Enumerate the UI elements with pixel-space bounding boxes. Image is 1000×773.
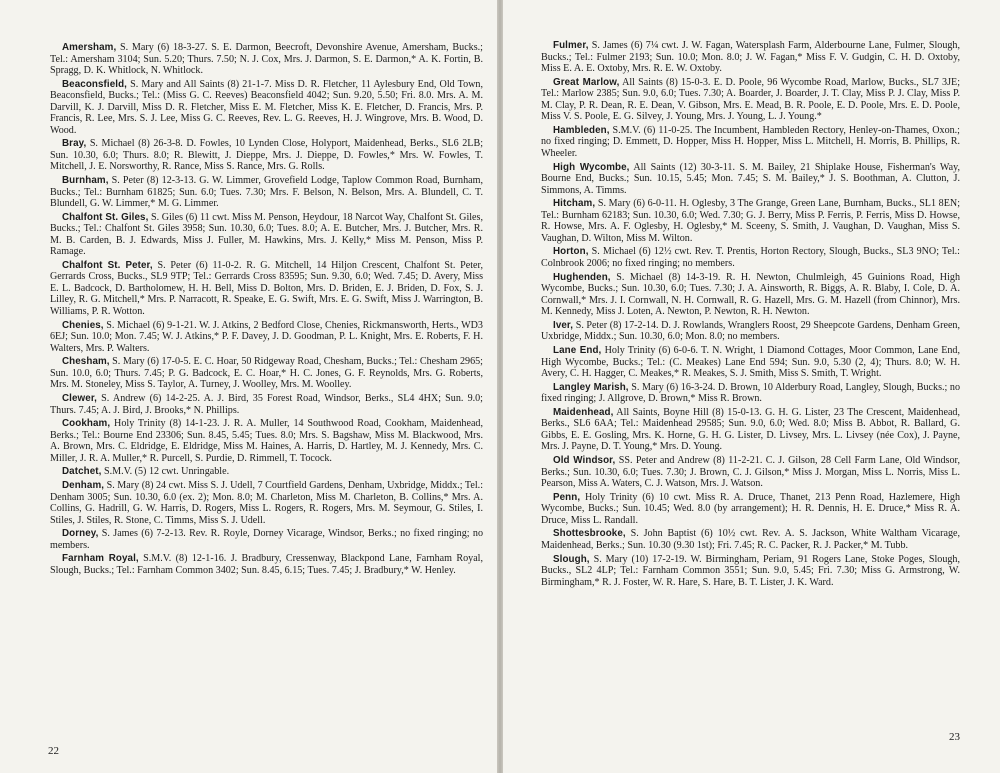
tower-name: Slough, [553, 553, 590, 565]
tower-entry [50, 466, 483, 478]
tower-entry [541, 77, 960, 123]
entries-list-left [50, 42, 483, 576]
tower-name: Chesham, [62, 356, 110, 368]
tower-details: S. James (6) 7-2-13. Rev. R. Royle, Dorney Vicarage, Windsor, Berks.; no fixed ringing; no members. [50, 528, 483, 551]
tower-name: Bray, [62, 138, 87, 150]
tower-name: Hughenden, [553, 271, 611, 283]
tower-entry [50, 138, 483, 173]
tower-name: Hitcham, [553, 198, 596, 210]
tower-details: S. Mary (10) 17-2-19. W. Birmingham, Periam, 91 Rogers Lane, Stoke Poges, Slough, Bucks., SL2 4LP; Tel.: Farnham Common 3551; Sun. 9.0, 5.45; Fri. 7.30; Miss G. Armstrong, W. Birmingham,* R. J. Foster, W. R. Hare, S. Hare, B. T. Lister, J. K. Ward. [541, 553, 960, 588]
tower-entry [50, 175, 483, 210]
tower-name: Langley Marish, [553, 381, 629, 393]
tower-details: S. Mary (8) 24 cwt. Miss S. J. Udell, 7 Courtfield Gardens, Denham, Uxbridge, Middx.; Tel.: Denham 3005; Sun. 10.30, 6.0 (ex. 2); Mon. 8.0; M. Charleton, Miss M. Charleton, B. Collins,* Mrs. A. Collins, G. Hadrill, G. W. Harris, D. Rogers, Miss L. Rogers, R. Rogers, Mrs. M. Seymour, G. Stiles, I. Stiles, J. Stiles, R. Stone, C. Timms, Miss S. J. Udell. [50, 480, 483, 526]
tower-entry [541, 246, 960, 269]
tower-entry [541, 492, 960, 527]
tower-name: Horton, [553, 246, 589, 258]
tower-details: All Saints (8) 15-0-3. E. D. Poole, 96 Wycombe Road, Marlow, Bucks., SL7 3JE; Tel.: Marlow 2385; Sun. 9.0, 6.0; Tues. 7.30; A. Boarder, J. Boarder, J. T. Clay, Miss P. J. Clay, Miss P. M. Clay, P. R. Dean, R. E. Dean, V. Gibson, Mrs. E. Mead, B. R. Poole, E. D. Poole, Mrs. E. D. Poole, Miss V. S. Poole, E. G. Silvey, J. Young, Mrs. J. Young, L. J. Young.* [541, 76, 960, 123]
tower-entry [541, 125, 960, 160]
tower-entry [50, 393, 483, 416]
tower-entry [50, 356, 483, 391]
right-page [503, 0, 1000, 773]
tower-entry [50, 480, 483, 526]
tower-name: Denham, [62, 480, 105, 492]
tower-entry [541, 554, 960, 589]
tower-entry [541, 272, 960, 318]
tower-details: S. Mary (6) 17-0-5. E. C. Hoar, 50 Ridgeway Road, Chesham, Bucks.; Tel.: Chesham 2965; Sun. 10.0, 6.0; Thurs. 7.45; P. G. Badcock, E. C. Hoar,* H. C. Jones, G. F. Reynolds, Mrs. G. Roberts, Mrs. M. Stoneley, Miss S. Taylor, A. Turney, J. Woolley, Mrs. M. Woolley. [50, 356, 483, 391]
tower-details: S. Giles (6) 11 cwt. Miss M. Penson, Heydour, 18 Narcot Way, Chalfont St. Giles, Bucks.; Tel.: Chalfont St. Giles 3958; Sun. 10.30, 6.0; Tues. 8.0; A. E. Butcher, Mrs. J. Butcher, Mrs. R. M. B. Carden, B. J. Edwards, Miss J. Fuller, M. Hawkins, Mrs. J. Kelly,* Miss M. Penson, Miss P. Ramage. [50, 211, 483, 258]
tower-details: S. Michael (6) 9-1-21. W. J. Atkins, 2 Bedford Close, Chenies, Rickmansworth, Herts., WD3 6EJ; Sun. 10.0; Mon. 7.45; W. J. Atkins,* P. F. Davey, J. D. Goodman, P. L. Knight, Mrs. E. Roberts, F. H. Walters, Mrs. P. Walters. [50, 319, 483, 354]
tower-details: S. Michael (8) 26-3-8. D. Fowles, 10 Lynden Close, Holyport, Maidenhead, Berks., SL6 2LB; Sun. 10.30, 6.0; Thurs. 8.0; R. Blewitt, J. Dieppe, Mrs. J. Dieppe, D. Fowles,* Mrs. W. Fowles, T. Mitchell, J. E. Norsworthy, R. Rance, Miss S. Rance, Mrs. G. Rolls. [50, 138, 483, 173]
page-number-left: 22 [48, 745, 59, 757]
tower-name: Maidenhead, [553, 406, 614, 418]
tower-name: Fulmer, [553, 40, 589, 51]
tower-name: Old Windsor, [553, 455, 616, 467]
tower-entry [541, 382, 960, 405]
left-page [0, 0, 497, 773]
tower-details: S. Mary and All Saints (8) 21-1-7. Miss D. R. Fletcher, 11 Aylesbury End, Old Town, Beaconsfield, Bucks.; Tel.: (Miss G. C. Reeves) Beaconsfield 4042; Sun. 9.20, 5.50; Fri. 8.0. Mrs. A. M. Darvill, K. J. Darvill, Miss D. R. Fletcher, Miss E. M. Fletcher, Miss K. E. Fletcher, D. Francis, Mrs. P. Francis, R. Lee, Mrs. S. J. Lee, Miss G. C. Reeves, Rev. L. G. Reeves, H. J. Wingrove, Mrs. B. Wood, D. Wood. [50, 78, 483, 136]
tower-details: S. Peter (8) 12-3-13. G. W. Limmer, Grovefield Lodge, Taplow Common Road, Burnham, Bucks.; Tel.: Burnham 61825; Sun. 6.0; Tues. 7.30; Mrs. F. Belson, N. Belson, Mrs. A. Blundell, C. T. Blundell, G. W. Limmer,* M. G. Limmer. [50, 175, 484, 210]
tower-name: Chalfont St. Giles, [62, 211, 149, 223]
tower-name: Iver, [553, 319, 574, 331]
tower-details: S. Mary (6) 16-3-24. D. Brown, 10 Alderbury Road, Langley, Slough, Bucks.; no fixed ringing; J. Allgrove, D. Brown,* Miss R. Brown. [541, 381, 961, 405]
page-number-right: 23 [949, 731, 960, 743]
tower-entry [50, 320, 483, 355]
tower-name: Cookham, [62, 418, 111, 430]
tower-entry [50, 553, 483, 576]
tower-name: Penn, [553, 491, 581, 503]
tower-details: All Saints, Boyne Hill (8) 15-0-13. G. H. G. Lister, 23 The Crescent, Maidenhead, Berks., SL6 6AA; Tel.: Maidenhead 29585; Sun. 9.0, 6.0; Wed. 8.0; Miss B. Abbot, R. Ballard, G. Gibbs, E. E. Gosling, Mrs. K. Horne, G. H. G. Lister, D. Livsey, Mrs. L. Livsey (née Cox), J. Payne, Mrs. J. Payne, D. T. Young,* Mrs. D. Young. [541, 406, 960, 453]
tower-name: Chenies, [62, 319, 104, 331]
tower-name: Farnham Royal, [62, 553, 139, 565]
tower-details: S. Peter (8) 17-2-14. D. J. Rowlands, Wranglers Roost, 29 Sheepcote Gardens, Denham Green, Uxbridge, Middx.; Sun. 10.30, 6.0; Mon. 8.0; no members. [541, 319, 960, 343]
tower-name: Datchet, [62, 466, 102, 478]
tower-name: Lane End, [553, 345, 602, 356]
tower-entry [50, 212, 483, 258]
tower-entry [541, 455, 960, 490]
tower-entry [50, 528, 483, 551]
tower-details: S.M.V. (6) 11-0-25. The Incumbent, Hambleden Rectory, Henley-on-Thames, Oxon.; no fixed ringing; D. Emmett, D. Hopper, Miss H. Hopper, Miss L. Mitchell, H. Morris, B. Phillips, R. Wheeler. [541, 124, 960, 159]
tower-entry [50, 79, 483, 137]
tower-details: S.M.V. (5) 12 cwt. Unringable. [103, 466, 230, 478]
tower-name: Dorney, [62, 528, 99, 540]
tower-name: Amersham, [62, 42, 117, 53]
tower-details: S. Mary (6) 6-0-11. H. Oglesby, 3 The Grange, Green Lane, Burnham, Bucks., SL1 8EN; Tel.: Burnham 62183; Sun. 10.30, 6.0; Wed. 7.30; G. J. Berry, Miss P. Ferris, P. Ferris, Miss D. Howse, R. Howse, Mrs. A. F. Oglesby, H. Oglesby,* M. Sceeny, S. Smith, J. Vaughan, D. Vaughan, Miss S. Vaughan, D. Wilton, Miss M. Wilton. [541, 198, 960, 244]
tower-entry [50, 42, 483, 77]
tower-details: S. Michael (8) 14-3-19. R. H. Newton, Chulmleigh, 45 Guinions Road, High Wycombe, Bucks.; Sun. 10.30, 6.0; Tues. 7.30; J. A. Ainsworth, R. Biggs, A. R. Blaby, I. Cole, D. A. Cornwall,* Mrs. J. I. Cornwall, N. H. Cornwall, R. G. Hazell, Mrs. G. M. Hazell (from Chinnor), Mrs. M. Kennedy, Miss J. Loten, A. Newton, P. Newton, R. H. Newton. [541, 271, 960, 318]
tower-name: Burnham, [62, 175, 109, 187]
tower-entry [50, 260, 483, 318]
tower-entry [541, 407, 960, 453]
tower-details: S. John Baptist (6) 10½ cwt. Rev. A. S. Jackson, White Waltham Vicarage, Maidenhead, Berks.; Sun. 10.30 (9.30 1st); Fri. 7.45; R. C. Packer, R. J. Packer,* M. Tubb. [541, 528, 960, 551]
tower-entry [50, 418, 483, 464]
tower-name: Shottesbrooke, [553, 528, 626, 540]
tower-details: S.M.V. (8) 12-1-16. J. Bradbury, Cressenway, Blackpond Lane, Farnham Royal, Slough, Bucks.; Tel.: Farnham Common 3402; Sun. 8.45, 6.15; Tues. 7.45; J. Bradbury,* W. Henley. [50, 553, 483, 576]
tower-entry [541, 345, 960, 380]
tower-details: Holy Trinity (8) 14-1-23. J. R. A. Muller, 14 Southwood Road, Cookham, Maidenhead, Berks.; Tel.: Bourne End 23306; Sun. 8.45, 5.45; Tues. 8.0; Mrs. S. Bagshaw, Miss M. Blackwood, Mrs. A. Brown, Mrs. C. Eldridge, E. Eldridge, Miss M. Haines, A. Harris, D. Hartley, M. J. Kennedy, Mrs. C. Miller, J. R. A. Muller,* R. Purcell, S. Purdie, D. Rimmell, T. Tocock. [50, 418, 483, 464]
tower-details: SS. Peter and Andrew (8) 11-2-21. C. J. Gilson, 28 Cell Farm Lane, Old Windsor, Berks.; Sun. 10.30, 6.0; Tues. 7.30; J. Brown, C. J. Gilson,* Miss J. Morgan, Miss L. Norris, Miss L. Pearson, Miss A. Waters, C. J. Watson, Mrs. J. Watson. [541, 455, 960, 490]
tower-name: Chalfont St. Peter, [62, 259, 153, 271]
tower-name: Hambleden, [553, 124, 610, 136]
tower-details: S. James (6) 7¼ cwt. J. W. Fagan, Watersplash Farm, Alderbourne Lane, Fulmer, Slough, Bucks.; Tel.: Fulmer 2193; Sun. 10.0; Mon. 8.0; J. W. Fagan,* Miss F. V. Gudgin, C. H. D. Oxtoby, Miss E. A. E. Oxtoby, Mrs. R. E. W. Oxtoby. [541, 40, 960, 74]
tower-details: S. Andrew (6) 14-2-25. A. J. Bird, 35 Forest Road, Windsor, Berks., SL4 4HX; Sun. 9.0; Thurs. 7.45; A. J. Bird, J. Brooks,* N. Phillips. [50, 393, 483, 416]
tower-details: S. Peter (6) 11-0-2. R. G. Mitchell, 14 Hiljon Crescent, Chalfont St. Peter, Gerrards Cross, Bucks., SL9 9TP; Tel.: Gerrards Cross 83595; Sun. 9.30, 6.0; Wed. 7.45; D. Avery, Miss E. L. Badcock, D. Bartholomew, H. H. Bell, Miss D. Bolton, Mrs. D. Briden, E. J. Briden, D. Fox, S. J. Lilley, R. G. Mitchell,* Mrs. P. Narracott, R. Speake, E. G. Swift, Mrs. E. G. Swift, Miss J. Warrington, B. Williams, P. R. Wotton. [50, 259, 483, 317]
tower-details: S. Michael (6) 12½ cwt. Rev. T. Prentis, Horton Rectory, Slough, Bucks., SL3 9NO; Tel.: Colnbrook 2006; no fixed ringing; no members. [541, 246, 960, 269]
tower-details: Holy Trinity (6) 10 cwt. Miss R. A. Druce, Thanet, 213 Penn Road, Hazlemere, High Wycombe, Bucks.; Sun. 10.45; Wed. 8.0 (by arrangement); H. R. Dennis, H. E. Druce,* Miss R. A. Druce, Miss L. Randall. [541, 491, 960, 526]
tower-name: High Wycombe, [553, 161, 630, 173]
tower-details: Holy Trinity (6) 6-0-6. T. N. Wright, 1 Diamond Cottages, Moor Common, Lane End, High Wycombe, Bucks.; Tel.: (C. Meakes) Lane End 594; Sun. 9.0, 5.30 (2, 4); Thurs. 8.0; W. H. Avery, C. H. Hagger, C. Meakes,* R. Meakes, S. J. Smith, Miss S. Smith, T. Wright. [541, 345, 961, 379]
tower-entry [541, 320, 960, 343]
tower-name: Beaconsfield, [62, 78, 127, 90]
tower-entry [541, 198, 960, 244]
tower-entry [541, 162, 960, 197]
tower-entry [541, 40, 960, 75]
tower-name: Clewer, [62, 393, 98, 404]
tower-details: All Saints (12) 30-3-11. S. M. Bailey, 21 Shiplake House, Fisherman's Way, Bourne End, Bucks.; Sun. 10.15, 5.45; Mon. 7.45; S. M. Bailey,* J. S. Boothman, A. Clutton, J. Simmons, A. Timms. [541, 161, 961, 196]
tower-name: Great Marlow, [553, 76, 620, 88]
entries-list-right [541, 40, 960, 588]
tower-details: S. Mary (6) 18-3-27. S. E. Darmon, Beecroft, Devonshire Avenue, Amersham, Bucks.; Tel.: Amersham 3104; Sun. 5.20; Thurs. 7.50; N. J. Cox, Mrs. J. Darmon, S. E. Darmon,* A. K. Fortin, B. Spragg, D. K. Whitlock, N. Whitlock. [50, 42, 483, 76]
tower-entry [541, 528, 960, 551]
